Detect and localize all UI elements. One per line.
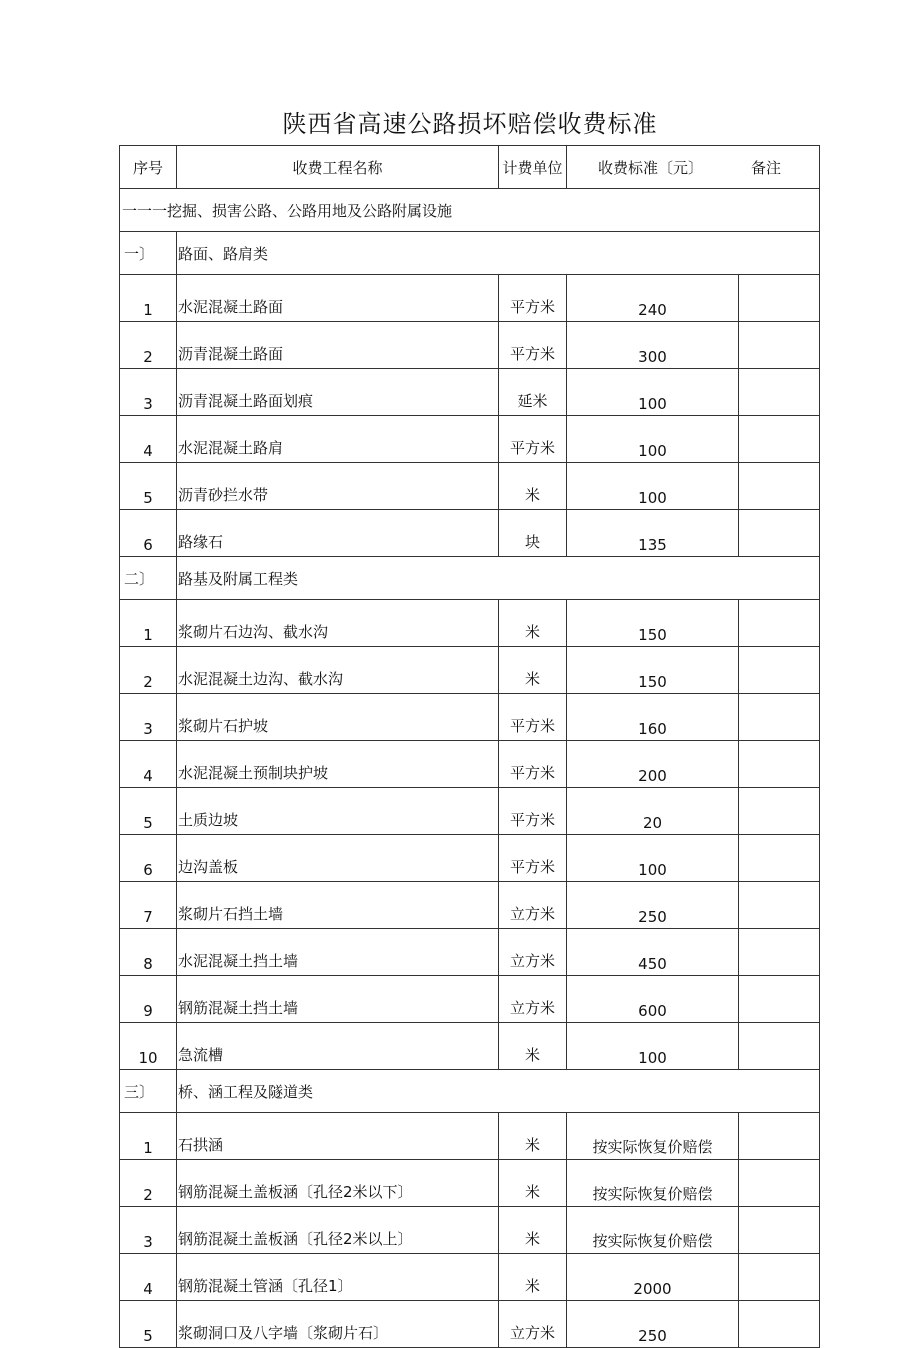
row-fee: 250 — [567, 1301, 739, 1348]
table-row — [120, 369, 820, 416]
section-number: 二〕 — [120, 557, 177, 600]
row-name: 石拱涵 — [177, 1113, 499, 1160]
row-fee: 600 — [567, 976, 739, 1023]
table-row — [120, 929, 820, 976]
row-name: 土质边坡 — [177, 788, 499, 835]
row-note — [739, 647, 820, 694]
row-note — [739, 694, 820, 741]
row-name: 沥青砂拦水带 — [177, 463, 499, 510]
row-name: 边沟盖板 — [177, 835, 499, 882]
row-unit: 平方米 — [499, 694, 567, 741]
row-note — [739, 1113, 820, 1160]
row-seq: 1 — [120, 600, 177, 647]
section-title: 桥、涵工程及隧道类 — [177, 1070, 820, 1113]
section-row — [120, 1070, 820, 1113]
section-title: 路基及附属工程类 — [177, 557, 820, 600]
row-unit: 米 — [499, 647, 567, 694]
row-unit: 平方米 — [499, 416, 567, 463]
row-unit: 米 — [499, 463, 567, 510]
table-row — [120, 694, 820, 741]
row-fee: 2000 — [567, 1254, 739, 1301]
row-seq: 7 — [120, 882, 177, 929]
row-fee: 100 — [567, 369, 739, 416]
category-row — [120, 189, 820, 232]
row-unit: 平方米 — [499, 275, 567, 322]
header-row — [120, 146, 820, 189]
row-name: 水泥混凝土路面 — [177, 275, 499, 322]
row-note — [739, 369, 820, 416]
row-name: 钢筋混凝土管涵〔孔径1〕 — [177, 1254, 499, 1301]
row-seq: 6 — [120, 510, 177, 557]
row-unit: 平方米 — [499, 322, 567, 369]
header-unit: 计费单位 — [499, 146, 567, 189]
row-fee: 100 — [567, 835, 739, 882]
row-name: 浆砌片石挡土墙 — [177, 882, 499, 929]
row-unit: 立方米 — [499, 976, 567, 1023]
row-fee: 按实际恢复价赔偿 — [567, 1207, 739, 1254]
row-fee: 150 — [567, 647, 739, 694]
row-unit: 延米 — [499, 369, 567, 416]
row-seq: 5 — [120, 463, 177, 510]
table-row — [120, 647, 820, 694]
category-text: 挖掘、损害公路、公路用地及公路附属设施 — [167, 201, 453, 220]
row-fee: 20 — [567, 788, 739, 835]
row-seq: 3 — [120, 694, 177, 741]
section-row — [120, 232, 820, 275]
row-name: 沥青混凝土路面 — [177, 322, 499, 369]
row-seq: 10 — [120, 1023, 177, 1070]
row-note — [739, 882, 820, 929]
row-unit: 平方米 — [499, 835, 567, 882]
row-seq: 1 — [120, 275, 177, 322]
row-note — [739, 322, 820, 369]
row-seq: 6 — [120, 835, 177, 882]
header-fee-note — [567, 146, 820, 189]
header-seq: 序号 — [120, 146, 177, 189]
table-row — [120, 275, 820, 322]
row-unit: 米 — [499, 1113, 567, 1160]
table-row — [120, 322, 820, 369]
row-fee: 250 — [567, 882, 739, 929]
row-name: 水泥混凝土预制块护坡 — [177, 741, 499, 788]
table-row — [120, 510, 820, 557]
table-row — [120, 1254, 820, 1301]
row-unit: 米 — [499, 1207, 567, 1254]
row-note — [739, 1160, 820, 1207]
row-seq: 8 — [120, 929, 177, 976]
row-unit: 米 — [499, 1023, 567, 1070]
row-unit: 块 — [499, 510, 567, 557]
row-note — [739, 510, 820, 557]
category-cell — [120, 189, 820, 232]
row-seq: 4 — [120, 416, 177, 463]
row-unit: 米 — [499, 600, 567, 647]
row-fee: 按实际恢复价赔偿 — [567, 1113, 739, 1160]
row-unit: 立方米 — [499, 882, 567, 929]
row-fee: 100 — [567, 463, 739, 510]
row-seq: 2 — [120, 322, 177, 369]
table-row — [120, 976, 820, 1023]
row-seq: 4 — [120, 741, 177, 788]
table-row — [120, 1023, 820, 1070]
row-note — [739, 1254, 820, 1301]
row-unit: 立方米 — [499, 929, 567, 976]
row-note — [739, 275, 820, 322]
table-row — [120, 1160, 820, 1207]
row-note — [739, 463, 820, 510]
table-row — [120, 882, 820, 929]
row-name: 路缘石 — [177, 510, 499, 557]
row-fee: 450 — [567, 929, 739, 976]
row-fee: 100 — [567, 416, 739, 463]
page-title: 陕西省高速公路损坏赔偿收费标准 — [282, 110, 658, 138]
row-seq: 1 — [120, 1113, 177, 1160]
row-name: 水泥混凝土边沟、截水沟 — [177, 647, 499, 694]
row-name: 急流槽 — [177, 1023, 499, 1070]
row-fee: 300 — [567, 322, 739, 369]
row-seq: 5 — [120, 1301, 177, 1348]
table-row — [120, 835, 820, 882]
section-number: 一〕 — [120, 232, 177, 275]
table-row — [120, 741, 820, 788]
row-seq: 9 — [120, 976, 177, 1023]
section-title: 路面、路肩类 — [177, 232, 820, 275]
row-name: 沥青混凝土路面划痕 — [177, 369, 499, 416]
row-unit: 平方米 — [499, 788, 567, 835]
header-fee: 收费标准〔元〕 — [598, 158, 704, 177]
row-note — [739, 1301, 820, 1348]
row-note — [739, 1207, 820, 1254]
fee-standard-table — [119, 145, 820, 1348]
section-number: 三〕 — [120, 1070, 177, 1113]
row-fee: 150 — [567, 600, 739, 647]
table-row — [120, 600, 820, 647]
row-seq: 4 — [120, 1254, 177, 1301]
row-name: 钢筋混凝土盖板涵〔孔径2米以上〕 — [177, 1207, 499, 1254]
category-number: 一一一 — [122, 201, 168, 220]
row-fee: 135 — [567, 510, 739, 557]
row-note — [739, 788, 820, 835]
row-seq: 5 — [120, 788, 177, 835]
row-note — [739, 976, 820, 1023]
row-note — [739, 741, 820, 788]
row-seq: 2 — [120, 647, 177, 694]
row-seq: 3 — [120, 1207, 177, 1254]
row-name: 钢筋混凝土盖板涵〔孔径2米以下〕 — [177, 1160, 499, 1207]
row-fee: 100 — [567, 1023, 739, 1070]
row-unit: 米 — [499, 1254, 567, 1301]
row-name: 钢筋混凝土挡土墙 — [177, 976, 499, 1023]
row-note — [739, 1023, 820, 1070]
table-row — [120, 1301, 820, 1348]
row-name: 浆砌洞口及八字墙〔浆砌片石〕 — [177, 1301, 499, 1348]
row-note — [739, 600, 820, 647]
table-row — [120, 416, 820, 463]
table-row — [120, 1207, 820, 1254]
row-fee: 240 — [567, 275, 739, 322]
table-body — [120, 146, 820, 1348]
section-row — [120, 557, 820, 600]
header-note: 备注 — [751, 158, 782, 177]
row-name: 浆砌片石边沟、截水沟 — [177, 600, 499, 647]
row-fee: 按实际恢复价赔偿 — [567, 1160, 739, 1207]
row-name: 水泥混凝土路肩 — [177, 416, 499, 463]
row-note — [739, 835, 820, 882]
row-seq: 2 — [120, 1160, 177, 1207]
row-fee: 160 — [567, 694, 739, 741]
header-name: 收费工程名称 — [177, 146, 499, 189]
row-fee: 200 — [567, 741, 739, 788]
row-name: 水泥混凝土挡土墙 — [177, 929, 499, 976]
table-row — [120, 463, 820, 510]
table-row — [120, 1113, 820, 1160]
row-unit: 米 — [499, 1160, 567, 1207]
row-note — [739, 929, 820, 976]
row-unit: 立方米 — [499, 1301, 567, 1348]
row-name: 浆砌片石护坡 — [177, 694, 499, 741]
row-unit: 平方米 — [499, 741, 567, 788]
row-note — [739, 416, 820, 463]
row-seq: 3 — [120, 369, 177, 416]
table-row — [120, 788, 820, 835]
